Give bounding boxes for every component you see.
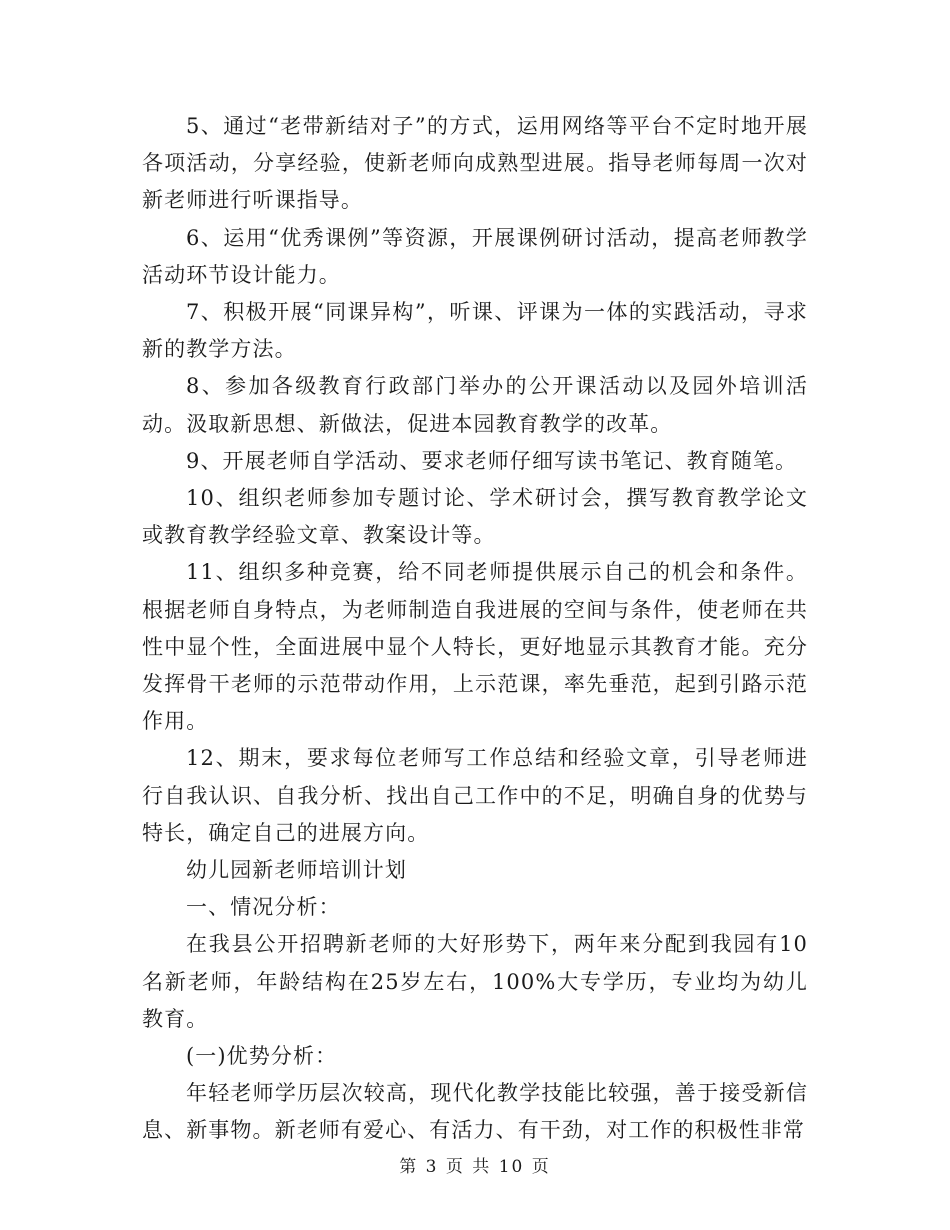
section-heading-situation: 一、情况分析： <box>186 895 341 920</box>
paragraph-situation: 在我县公开招聘新老师的大好形势下，两年来分配到我园有10名新老师，年龄结构在25岁左右，100%大专学历，专业均为幼儿教育。 <box>142 932 808 1031</box>
paragraph-item-8: 8、参加各级教育行政部门举办的公开课活动以及园外培训活动。汲取新思想、新做法，促进本园教育教学的改革。 <box>142 374 808 436</box>
paragraph-item-5: 5、通过“老带新结对子”的方式，运用网络等平台不定时地开展各项活动，分享经验，使新老师向成熟型进展。指导老师每周一次对新老师进行听课指导。 <box>142 114 808 213</box>
paragraph-item-6: 6、运用“优秀课例”等资源，开展课例研讨活动，提高老师教学活动环节设计能力。 <box>142 225 808 287</box>
paragraph-item-12: 12、期末，要求每位老师写工作总结和经验文章，引导老师进行自我认识、自我分析、找出自己工作中的不足，明确自身的优势与特长，确定自己的进展方向。 <box>142 746 808 845</box>
paragraph-item-11: 11、组织多种竞赛，给不同老师提供展示自己的机会和条件。根据老师自身特点，为老师制造自我进展的空间与条件，使老师在共性中显个性，全面进展中显个人特长，更好地显示其教育才能。充分发挥骨干老师的示范带动作用，上示范课，率先垂范，起到引路示范作用。 <box>142 560 808 734</box>
section-title: 幼儿园新老师培训计划 <box>186 858 407 883</box>
page-number-footer: 第 3 页 共 10 页 <box>399 1157 551 1177</box>
paragraph-advantages: 年轻老师学历层次较高，现代化教学技能比较强，善于接受新信息、新事物。新老师有爱心、有活力、有干劲，对工作的积极性非常 <box>142 1081 808 1143</box>
paragraph-item-10: 10、组织老师参加专题讨论、学术研讨会，撰写教育教学论文或教育教学经验文章、教案设计等。 <box>142 486 808 548</box>
paragraph-item-7: 7、积极开展“同课异构”，听课、评课为一体的实践活动，寻求新的教学方法。 <box>142 300 808 362</box>
document-body <box>142 108 808 1150</box>
subsection-heading-advantages: (一)优势分析： <box>186 1044 338 1069</box>
paragraph-item-9: 9、开展老师自学活动、要求老师仔细写读书笔记、教育随笔。 <box>186 448 798 473</box>
